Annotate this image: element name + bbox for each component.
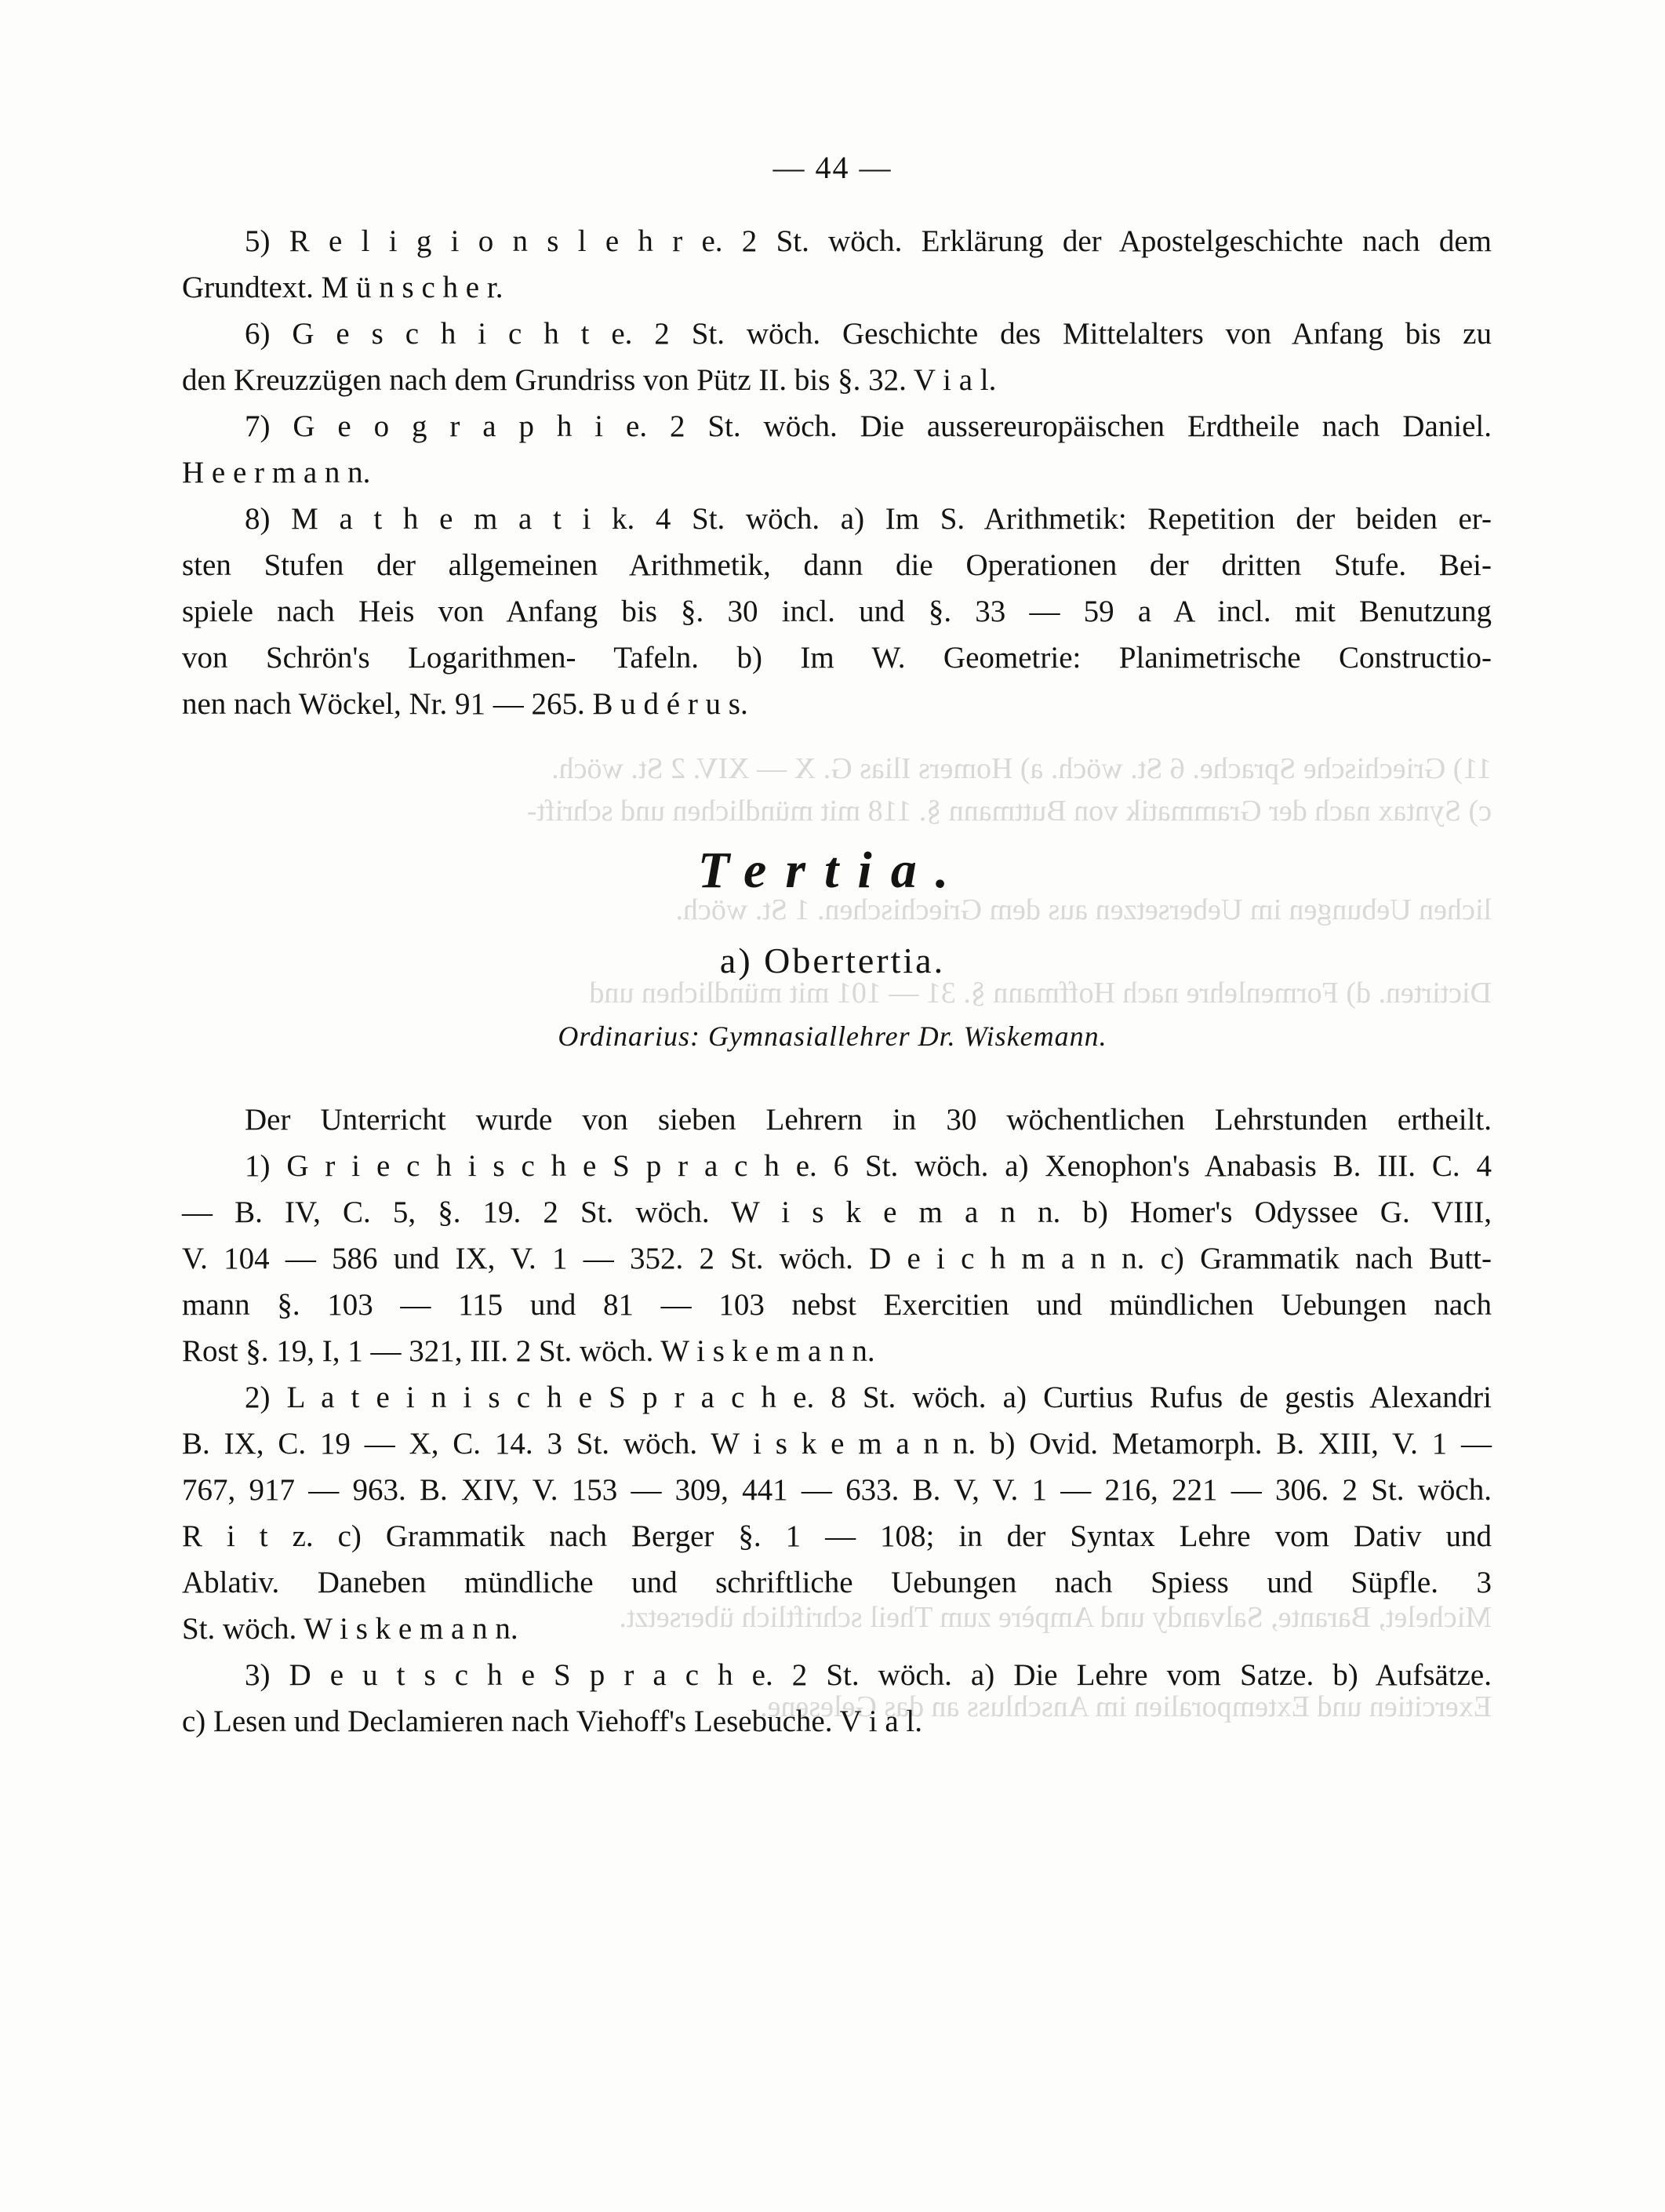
bleed-through-text: Dictirten. d) Formenlehre nach Hoffmann §. 31 — 101 mit mündlichen und	[589, 977, 1492, 1010]
section-subheading: a) Obertertia.	[719, 940, 946, 980]
text-line: sten Stufen der allgemeinen Arithmetik, dann die Operationen der dritten Stufe. Bei-	[182, 548, 1492, 582]
text-line: 3) D e u t s c h e S p r a c h e. 2 St. wöch. a) Die Lehre vom Satze. b) Aufsätze.	[245, 1658, 1492, 1692]
text-line: — B. IV, C. 5, §. 19. 2 St. wöch. W i s k e m a n n. b) Homer's Odyssee G. VIII,	[182, 1195, 1492, 1229]
text-line: Ablativ. Daneben mündliche und schriftliche Uebungen nach Spiess und Süpfle. 3	[182, 1566, 1492, 1599]
text-line: 5) R e l i g i o n s l e h r e. 2 St. wöch. Erklärung der Apostelgeschichte nach dem	[245, 224, 1492, 258]
text-line: Rost §. 19, I, 1 — 321, III. 2 St. wöch. W i s k e m a n n.	[182, 1334, 875, 1368]
text-line: 1) G r i e c h i s c h e S p r a c h e. 6 St. wöch. a) Xenophon's Anabasis B. III. C. 4	[245, 1149, 1492, 1183]
text-line: B. IX, C. 19 — X, C. 14. 3 St. wöch. W i s k e m a n n. b) Ovid. Metamorph. B. XIII, V. 1 —	[182, 1427, 1492, 1461]
bleed-through-text: c) Syntax nach der Grammatik von Buttmann §. 118 mit mündlichen und schrift-	[526, 795, 1492, 828]
text-line: St. wöch. W i s k e m a n n.	[182, 1612, 518, 1646]
text-line: mann §. 103 — 115 und 81 — 103 nebst Exercitien und mündlichen Uebungen nach	[182, 1288, 1492, 1322]
text-line: 2) L a t e i n i s c h e S p r a c h e. 8 St. wöch. a) Curtius Rufus de gestis Alexandri	[245, 1381, 1492, 1414]
bleed-through-text: lichen Uebungen im Uebersetzen aus dem Griechischen. 1 St. wöch.	[675, 893, 1492, 926]
text-line: den Kreuzzügen nach dem Grundriss von Pütz II. bis §. 32. V i a l.	[182, 363, 997, 397]
section-heading: Tertia.	[697, 842, 968, 899]
text-line: V. 104 — 586 und IX, V. 1 — 352. 2 St. wöch. D e i c h m a n n. c) Grammatik nach Butt-	[182, 1242, 1492, 1275]
bleed-through-text: Michelet, Barante, Salvandy und Ampère zum Theil schriftlich übersetzt.	[619, 1601, 1492, 1634]
ordinarius-line: Ordinarius: Gymnasiallehrer Dr. Wiskemann.	[558, 1021, 1107, 1052]
text-line: Der Unterricht wurde von sieben Lehrern in 30 wöchentlichen Lehrstunden ertheilt.	[245, 1103, 1492, 1137]
text-line: c) Lesen und Declamieren nach Viehoff's Lesebuche. V i a l.	[182, 1704, 922, 1738]
text-line: R i t z. c) Grammatik nach Berger §. 1 — 108; in der Syntax Lehre vom Dativ und	[182, 1519, 1492, 1553]
text-line: H e e r m a n n.	[182, 456, 371, 489]
text-line: von Schrön's Logarithmen- Tafeln. b) Im W. Geometrie: Planimetrische Constructio-	[182, 641, 1492, 675]
page-number: — 44 —	[773, 150, 892, 185]
text-line: 7) G e o g r a p h i e. 2 St. wöch. Die aussereuropäischen Erdtheile nach Daniel.	[245, 409, 1492, 443]
text-line: 767, 917 — 963. B. XIV, V. 153 — 309, 441 — 633. B. V, V. 1 — 216, 221 — 306. 2 St. wöch.	[182, 1473, 1492, 1507]
text-line: nen nach Wöckel, Nr. 91 — 265. B u d é r u s.	[182, 687, 748, 721]
text-line: Grundtext. M ü n s c h e r.	[182, 271, 503, 304]
text-line: 6) G e s c h i c h t e. 2 St. wöch. Geschichte des Mittelalters von Anfang bis zu	[245, 317, 1492, 351]
text-line: spiele nach Heis von Anfang bis §. 30 incl. und §. 33 — 59 a A incl. mit Benutzung	[182, 595, 1492, 628]
text-line: 8) M a t h e m a t i k. 4 St. wöch. a) Im S. Arithmetik: Repetition der beiden er-	[245, 502, 1492, 536]
bleed-through-text: 11) Griechische Sprache. 6 St. wöch. a) Homers Ilias G. X — XIV. 2 St. wöch.	[551, 752, 1492, 785]
bleed-through-text: Exercitien und Extemporalien im Anschluss an das Gelesene.	[760, 1690, 1492, 1723]
